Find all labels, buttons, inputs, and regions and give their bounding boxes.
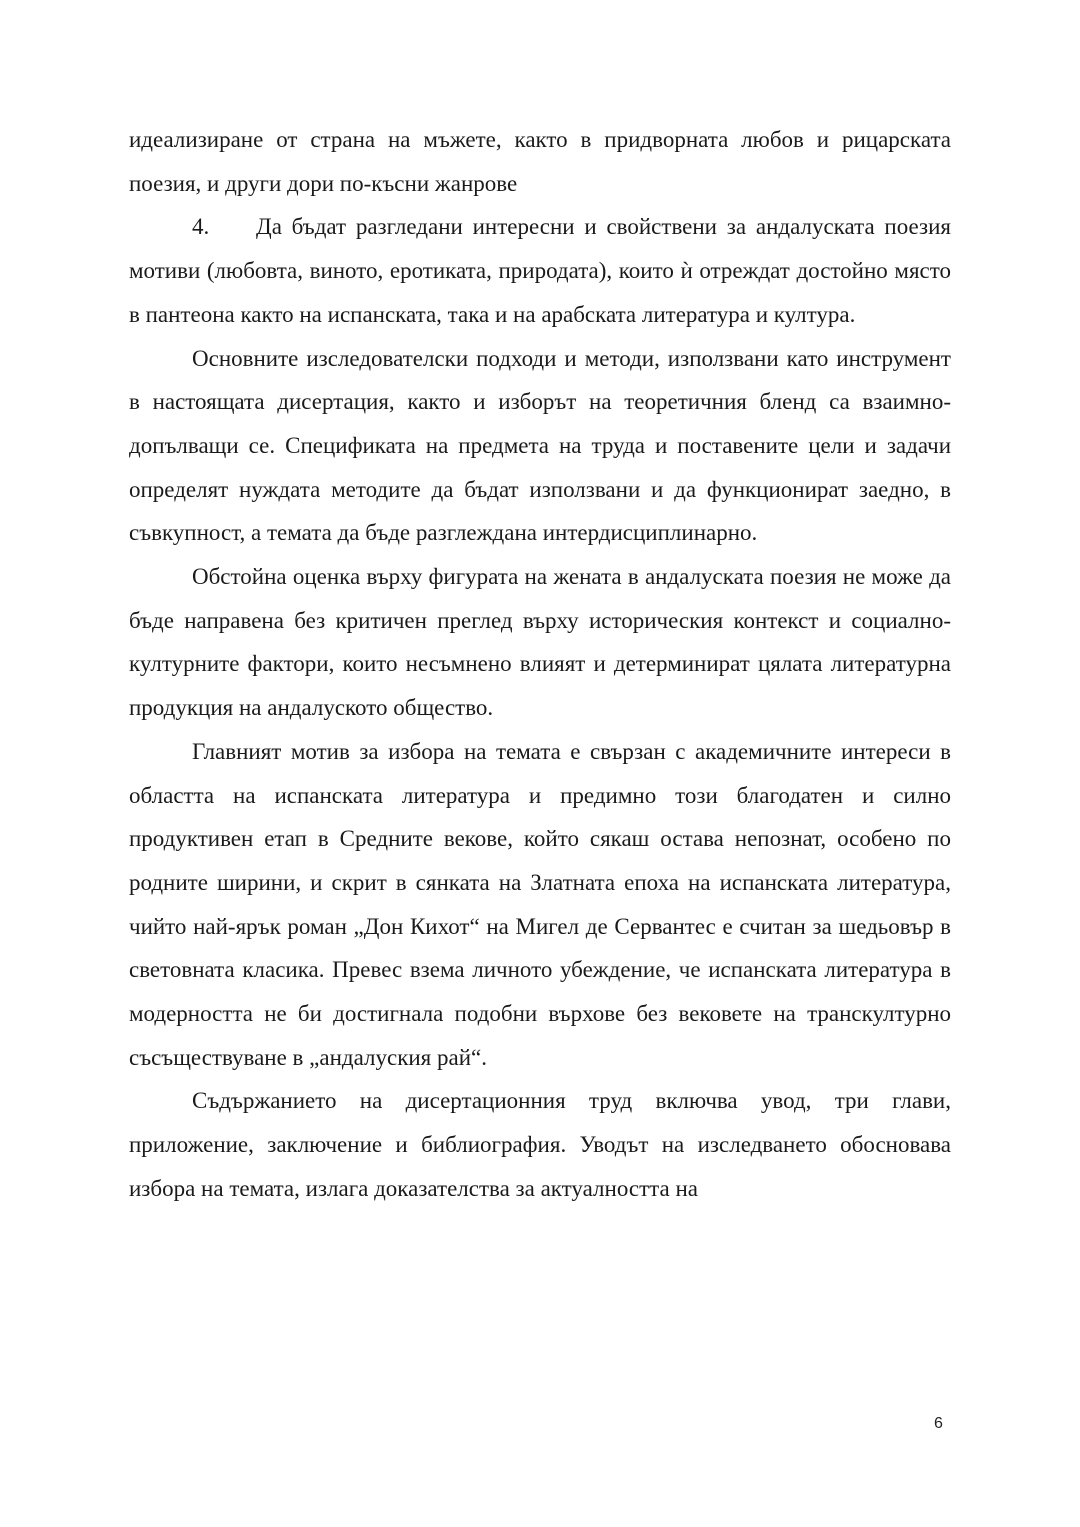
numbered-list-item: [129, 205, 951, 336]
paragraph-motive: Главният мотив за избора на темата е свързан с академичните интереси в областта на испанската литература и предимно този благодатен и силно продуктивен етап в Средните векове, който сякаш остава непознат, особено по родните ширини, и скрит в сянката на Златната епоха на испанската литература, чийто най-ярък роман „Дон Кихот“ на Мигел де Сервантес е считан за шедьовър в световната класика. Превес взема личното убеждение, че испанската литература в модерността не би достигнала подобни върхове без вековете на транскултурно съсъществуване в „андалуския рай“.: [129, 738, 951, 1070]
list-number: 4.: [192, 214, 210, 240]
paragraph-methods: Основните изследователски подходи и методи, използвани като инструмент в настоящата дисертация, както и изборът на теоретичния бленд са взаимно-допълващи се. Спецификата на предмета на труда и поставените цели и задачи определят нуждата методите да бъдат използвани и да функционират заедно, в съвкупност, а темата да бъде разглеждана интердисциплинарно.: [129, 345, 951, 546]
page-number: 6: [934, 1415, 943, 1432]
paragraph-assessment: Обстойна оценка върху фигурата на жената в андалуската поезия не може да бъде направена без критичен преглед върху историческия контекст и социално-културните фактори, които несъмнено влияят и детерминират цялата литературна продукция на андалуското общество.: [129, 564, 951, 721]
paragraph-contents: Съдържанието на дисертационния труд включва увод, три глави, приложение, заключение и библиография. Уводът на изследването обосновава избора на темата, излага доказателства за актуалността на: [129, 1088, 951, 1201]
list-item-text: Да бъдат разгледани интересни и свойствени за андалуската поезия мотиви (любовта, виното, еротиката, природата), които ѝ отреждат достойно място в пантеона както на испанската, така и на арабската литература и култура.: [129, 214, 951, 327]
paragraph-continuation: идеализиране от страна на мъжете, както в придворната любов и рицарската поезия, и други дори по-късни жанрове: [129, 127, 951, 196]
body-text: [129, 118, 951, 1211]
